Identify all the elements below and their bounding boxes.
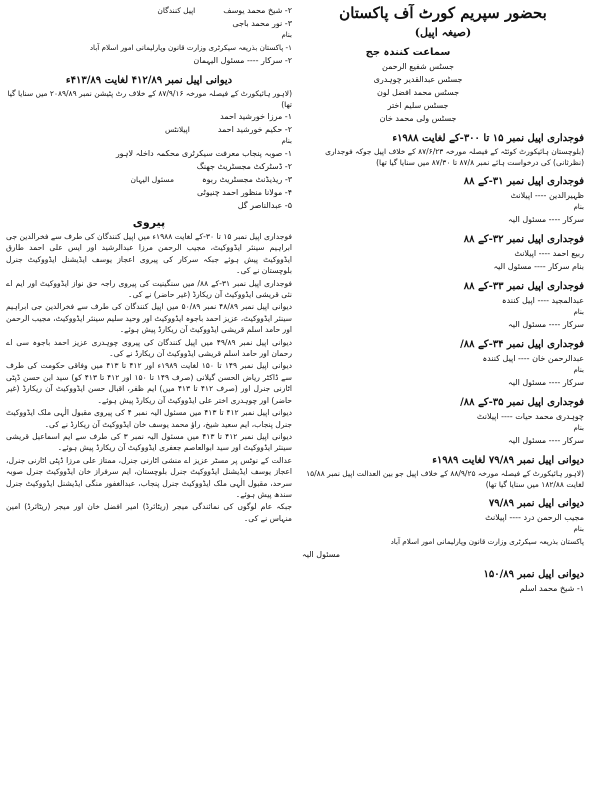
- party-line: سرکار ---- مسئول الیہ: [508, 215, 584, 224]
- case-note: (بلوچستان ہائیکورٹ کوئٹہ کے فیصلہ مورخہ ۸۷/۶/۲۳ کے خلاف اپیل جوکہ فوجداری (نظرثانی) کی درخواست ہائے نمبر ۸۷/۸ تا ۸۷/۳۰ میں سنایا گیا تھا): [325, 147, 584, 167]
- party-name: ۱- صوبہ پنجاب معرفت سیکرٹری محکمہ داخلہ لاہور: [115, 149, 292, 158]
- case-title: دیوانی اپیل نمبر ۷۹/۸۹ لغایت ۱۹۸۹ء: [432, 455, 584, 466]
- case-title: فوجداری اپیل نمبر ۳۳-کے ۸۸: [463, 281, 584, 292]
- party-line: چوہدری محمد حیات ---- اپیلانٹ: [476, 412, 584, 421]
- party-name: عبدالرحمن خان: [532, 354, 584, 363]
- judge-name: جسٹس عبدالقدیر چوہدری: [373, 75, 463, 84]
- versus-label: بنام: [573, 424, 584, 432]
- party-name: ۲- شیخ محمد یوسف: [223, 6, 292, 15]
- party-line: سرکار ---- مسئول الیہ: [508, 378, 584, 387]
- party-name: ۱- شیخ محمد اسلم: [519, 584, 584, 593]
- party-role: مسئول الیہ: [508, 215, 547, 224]
- party-role: مسئول الیہان: [130, 175, 174, 184]
- left-column: [6, 4, 292, 788]
- party-name: ۳- نور محمد باجی: [232, 19, 292, 28]
- party-name: ربیع احمد: [552, 249, 584, 258]
- case-title: دیوانی اپیل نمبر ۴۱۲/۸۹ لغایت ۴۱۳/۸۹ء: [65, 75, 233, 86]
- party-line: ربیع احمد ---- اپیلانٹ: [514, 249, 584, 258]
- party-name: ۲- حکیم خورشید احمد: [217, 125, 292, 134]
- party-name: ۲- ڈسٹرکٹ مجسٹریٹ جھنگ: [196, 162, 292, 171]
- party-line: بنام سرکار ---- مسئول الیہ: [493, 262, 584, 271]
- case-title: فوجداری اپیل نمبر ۳۴-کے ۸۸/: [460, 339, 584, 350]
- party-line: سرکار ---- مسئول الیہ: [508, 436, 584, 445]
- judge-name: جسٹس ولی محمد خان: [379, 114, 457, 123]
- party-name: ۱- مرزا خورشید احمد: [220, 112, 292, 121]
- case-title: فوجداری اپیل نمبر ۳۲-کے ۸۸: [463, 234, 584, 245]
- judge-name: جسٹس محمد افضل لون: [376, 88, 460, 97]
- judge-name: جسٹس شفیع الرحمن: [382, 62, 454, 71]
- section-heading: پیروی: [132, 216, 166, 229]
- versus-label: بنام: [573, 366, 584, 374]
- case-title: دیوانی اپیل نمبر ۷۹/۸۹: [488, 498, 584, 509]
- party-role: اپیلانٹ: [485, 513, 507, 522]
- party-name: ۲- سرکار ---- مسئول الیہمان: [193, 56, 292, 65]
- paragraph: دیوانی اپیل نمبر ۴۱۲ تا ۴۱۳ میں مسئول الیہ نمبر ۴ کی پیروی مقبول الٰہی ملک ایڈووکیٹ جنرل پنجاب، ایم سعید شیخ، راؤ محمد یوسف خان ایڈووکیٹ آن ریکارڈ نے کی۔: [6, 408, 292, 429]
- party-name: ۵- عبدالناصر گل: [237, 201, 292, 210]
- party-role: اپیلانٹ: [510, 191, 533, 200]
- paragraph: دیوانی اپیل نمبر ۴۸/۸۹ نمبر ۵۰/۸۹ میں اپیل کنندگان کی طرف سے فخرالدین جی ابراہیم سینئر ایڈووکیٹ، عزیز احمد باجوہ ایڈووکیٹ اور وحید سلیم سینئر ایڈووکیٹ، مجیب الرحمن اور حامد اسلم قریشی ایڈووکیٹ آن ریکارڈ پیش ہوئے۔: [6, 302, 292, 335]
- court-title: بحضور سپریم کورٹ آف پاکستان: [339, 4, 547, 22]
- judge-name: جسٹس سلیم اختر: [387, 101, 449, 110]
- versus-label: بنام سرکار: [548, 262, 584, 271]
- party-role: مسئول الیہ: [302, 550, 341, 559]
- case-title: فوجداری اپیل نمبر ۱۵ تا ۳۰۰-کے لغایت ۱۹۸۸ء: [392, 133, 584, 144]
- versus-label: بنام: [281, 31, 292, 39]
- paragraph: فوجداری اپیل نمبر ۱۵ تا ۳۰-کے لغایت ۱۹۸۸ء میں اپیل کنندگان کی طرف سے فخرالدین جی ابراہیم سینئر ایڈووکیٹ، مجیب الرحمن مرزا عبدالرشید اور ایس علی احمد طارق ایڈووکیٹ پیش ہوئے جبکہ سرکار کی پیروی اعجاز یوسف ایڈیشنل ایڈووکیٹ جنرل بلوچستان نے کی۔: [6, 232, 292, 276]
- party-name: مجیب الرحمن درد: [523, 513, 584, 522]
- paragraph: دیوانی اپیل نمبر ۴۱۲ تا ۴۱۳ میں مسئول الیہ نمبر ۳ کی طرف سے ایم اسماعیل قریشی سینئر ایڈووکیٹ اور سید ابوالعاصم جعفری ایڈووکیٹ آن ریکارڈ پیش ہوئے۔: [6, 431, 292, 453]
- paragraph: جبکہ عام لوگوں کی نمائندگی میجر (ریٹائرڈ) امیر افضل خان اور میجر (ریٹائرڈ) امین منہاس نے کی۔: [6, 502, 292, 523]
- party-role: مسئول الیہ: [508, 436, 547, 445]
- party-name: ۴- مولانا منظور احمد چنیوٹی: [196, 188, 292, 197]
- paragraph: دیوانی اپیل نمبر ۴۹/۸۹ میں اپیل کنندگان کی پیروی چوہدری عزیز احمد باجوہ سی اے رحمان اور حامد اسلم قریشی ایڈووکیٹ آن ریکارڈ نے کی۔: [6, 337, 292, 359]
- versus-label: بنام: [573, 525, 584, 533]
- paragraph: فوجداری اپیل نمبر ۳۱-کے ۸۸/ میں سنگینیت کی پیروی راجہ حق نواز ایڈووکیٹ اور ایم اے نئی قریشی ایڈووکیٹ آن ریکارڈ (غیر حاضر) نے کی۔: [6, 278, 292, 300]
- party-name: عبدالمجید: [551, 296, 584, 305]
- case-title: فوجداری اپیل نمبر ۳۵-کے ۸۸/: [460, 397, 584, 408]
- party-line: [6, 4, 292, 17]
- party-role: اپیل کنندہ: [482, 354, 516, 363]
- versus-label: بنام: [281, 137, 292, 145]
- party-line: [6, 173, 292, 186]
- party-role: مسئول الیہ: [508, 378, 547, 387]
- case-note: (لاہور ہائیکورٹ کے فیصلہ مورخہ ۸۸/۹/۲۵ کے خلاف اپیل جو بین العدالت اپیل نمبر ۱۵/۸۸ لغایت ۱۸۲/۸۸ میں سنایا گیا تھا): [306, 469, 584, 489]
- versus-label: بنام: [573, 308, 584, 316]
- party-role: اپیلانٹ: [514, 249, 537, 258]
- party-name: ظہیرالدین: [548, 191, 584, 200]
- case-note: (لاہور ہائیکورٹ کے فیصلہ مورخہ ۸۷/۹/۱۶ کے خلاف رٹ پٹیشن نمبر ۲۰۸۹/۸۹ میں سنایا گیا تھا): [7, 89, 292, 109]
- party-line: ظہیرالدین ---- اپیلانٹ: [510, 191, 584, 200]
- party-name: ۳- ریذیڈنٹ مجسٹریٹ ربوہ: [201, 175, 292, 184]
- party-name: چوہدری محمد حیات: [515, 412, 584, 421]
- party-line: عبدالمجید ---- اپیل کنندہ: [501, 296, 584, 305]
- court-subtitle: (صیغہ اپیل): [414, 26, 472, 39]
- paragraph: عدالت کے نوٹس پر مسٹر عزیز اے منشی اٹارنی جنرل، ممتاز علی مرزا ڈپٹی اٹارنی جنرل، اعجاز یوسف ایڈیشنل ایڈووکیٹ جنرل بلوچستان، ایم سرفراز خان ایڈووکیٹ جنرل صوبہ سرحد، مقبول الٰہی ملک ایڈووکیٹ جنرل پنجاب، عبدالغفور منگی ایڈیشنل ایڈووکیٹ جنرل سندھ پیش ہوئے۔: [6, 455, 292, 499]
- party-name: سرکار: [562, 320, 584, 329]
- party-line: [6, 123, 292, 136]
- party-line: مجیب الرحمن درد ---- اپیلانٹ: [485, 513, 584, 522]
- party-role: مسئول الیہ: [508, 320, 547, 329]
- party-role: اپیلانٹ: [476, 412, 499, 421]
- party-name: سرکار: [562, 378, 584, 387]
- party-role: اپیل کنندگان: [157, 6, 196, 15]
- party-name: سرکار: [562, 436, 584, 445]
- case-title: فوجداری اپیل نمبر ۳۱-کے ۸۸: [463, 176, 584, 187]
- party-name: پاکستان بذریعہ سیکرٹری وزارت قانون وپارلیمانی امور اسلام آباد: [390, 537, 584, 546]
- party-line: عبدالرحمن خان ---- اپیل کنندہ: [482, 354, 584, 363]
- right-column: [302, 4, 584, 788]
- bench-heading: سماعت کنندہ جج: [365, 47, 451, 58]
- paragraph: دیوانی اپیل نمبر ۱۴۹ تا ۱۵۰ لغایت ۱۹۸۹ء اور ۴۱۲ تا ۴۱۳ میں وفاقی حکومت کی طرف سے ڈاکٹر ریاض الحسن گیلانی (صرف ۱۴۹ تا ۱۵۰ اور ۴۱۲ تا ۴۱۳ کو) سید ابن حسن ڈپٹی اٹارنی جنرل اور (صرف ۴۱۲ تا ۴۱۳ میں) ایم ظفر، اقبال حسن ایڈووکیٹ آن ریکارڈ (غیر حاضر) اور چوہدری اختر علی ایڈووکیٹ آن ریکارڈ پیش ہوئے۔: [6, 361, 292, 405]
- party-name: سرکار: [562, 215, 584, 224]
- party-role: اپیل کنندہ: [501, 296, 535, 305]
- party-role: مسئول الیہ: [493, 262, 532, 271]
- party-role: اپیلانٹس: [165, 125, 190, 134]
- party-name: ۱- پاکستان بذریعہ سیکرٹری وزارت قانون وپارلیمانی امور اسلام آباد: [89, 43, 292, 52]
- party-line: سرکار ---- مسئول الیہ: [508, 320, 584, 329]
- case-title: دیوانی اپیل نمبر ۱۵۰/۸۹: [483, 569, 584, 580]
- versus-label: بنام: [573, 203, 584, 211]
